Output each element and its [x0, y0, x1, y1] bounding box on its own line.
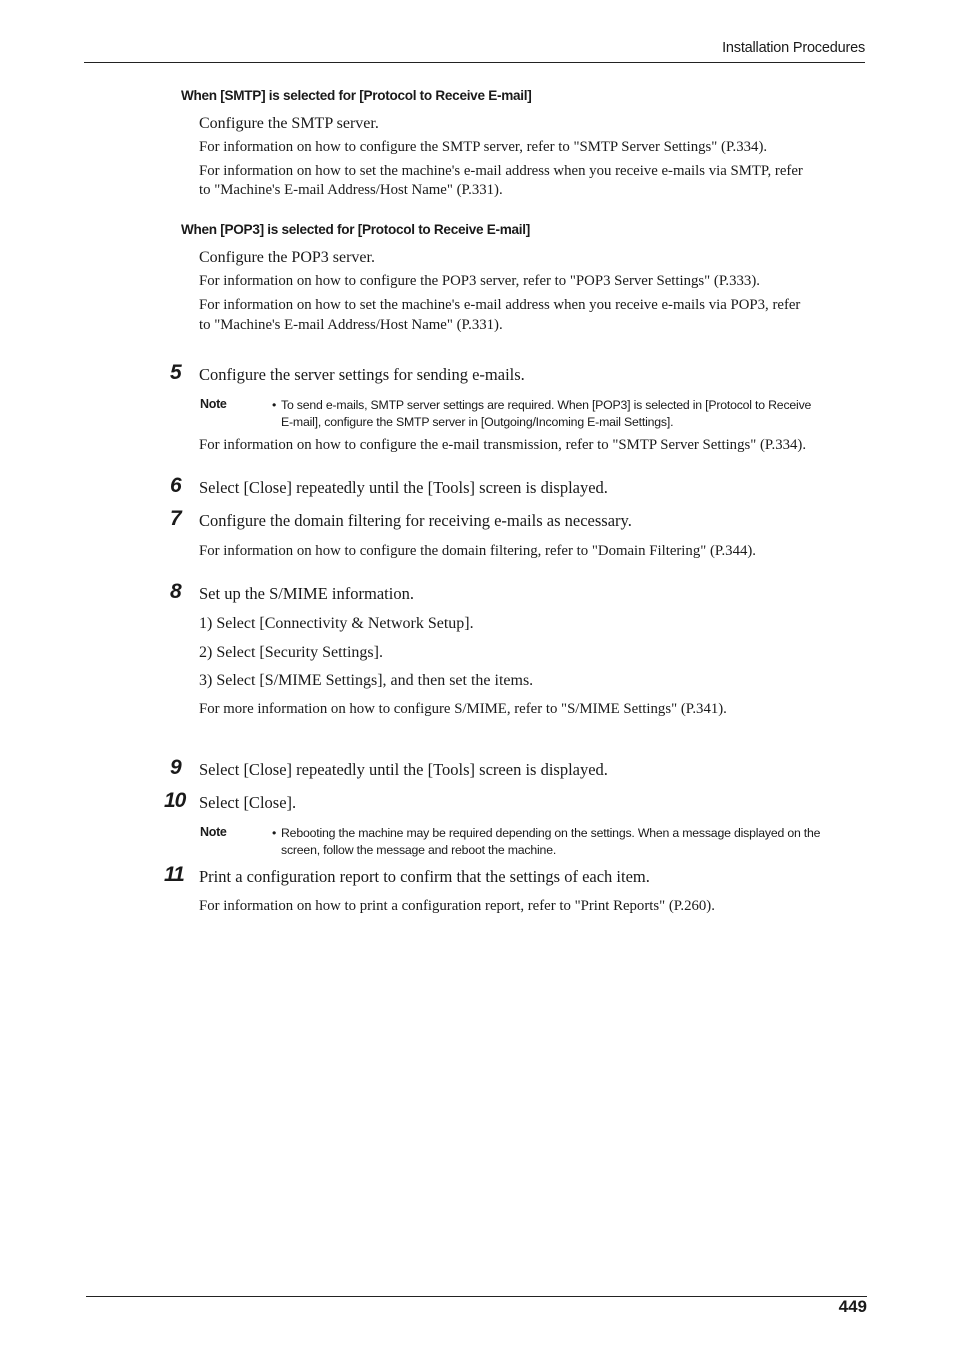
step-5-number: 5	[170, 361, 181, 384]
pop3-section-heading: When [POP3] is selected for [Protocol to Receive E-mail]	[181, 221, 530, 237]
step-8-number: 8	[170, 580, 181, 603]
pop3-info-1: For information on how to configure the POP3 server, refer to "POP3 Server Settings" (P.333).	[199, 273, 760, 289]
step-8-substep-1: 1) Select [Connectivity & Network Setup].	[199, 615, 474, 632]
pop3-info-2-line1: For information on how to set the machine's e-mail address when you receive e-mails via POP3, refer	[199, 297, 801, 313]
step-6-text: Select [Close] repeatedly until the [Tools] screen is displayed.	[199, 478, 608, 497]
step-8-substep-3: 3) Select [S/MIME Settings], and then set the items.	[199, 672, 534, 689]
step-5-note-line1: To send e-mails, SMTP server settings are required. When [POP3] is selected in [Protocol to Receive	[281, 398, 812, 412]
step-11-text: Print a configuration report to confirm that the settings of each item.	[199, 867, 650, 886]
step-10-number: 10	[164, 789, 186, 812]
step-10-note-body	[272, 825, 872, 859]
pop3-lead: Configure the POP3 server.	[199, 249, 375, 266]
step-5-note-label: Note	[200, 397, 227, 411]
smtp-lead: Configure the SMTP server.	[199, 115, 379, 132]
footer-rule	[86, 1296, 867, 1297]
step-9-text: Select [Close] repeatedly until the [Tools] screen is displayed.	[199, 760, 608, 779]
step-8-text: Set up the S/MIME information.	[199, 584, 414, 603]
page-number: 449	[838, 1297, 867, 1316]
step-7-number: 7	[170, 507, 181, 530]
step-11-info: For information on how to print a configuration report, refer to "Print Reports" (P.260).	[199, 898, 715, 914]
step-10-note-line2: screen, follow the message and reboot the machine.	[281, 843, 557, 857]
smtp-info-2-line1: For information on how to set the machine's e-mail address when you receive e-mails via SMTP, refer	[199, 163, 803, 179]
smtp-info-1: For information on how to configure the SMTP server, refer to "SMTP Server Settings" (P.334).	[199, 139, 768, 155]
bullet-icon: •	[272, 826, 277, 840]
step-7-text: Configure the domain filtering for receiving e-mails as necessary.	[199, 511, 632, 530]
step-11-number: 11	[164, 863, 184, 886]
header-rule	[84, 62, 865, 63]
smtp-info-2-line2: to "Machine's E-mail Address/Host Name" (P.331).	[199, 182, 503, 198]
step-8-info: For more information on how to configure S/MIME, refer to "S/MIME Settings" (P.341).	[199, 701, 727, 717]
step-5-text: Configure the server settings for sending e-mails.	[199, 365, 525, 384]
step-10-text: Select [Close].	[199, 793, 297, 812]
pop3-info-2-line2: to "Machine's E-mail Address/Host Name" (P.331).	[199, 317, 503, 333]
step-5-note-line2: E-mail], configure the SMTP server in [Outgoing/Incoming E-mail Settings].	[281, 415, 674, 429]
step-8-substep-2: 2) Select [Security Settings].	[199, 644, 383, 661]
running-header: Installation Procedures	[722, 40, 865, 56]
step-5-info: For information on how to configure the e-mail transmission, refer to "SMTP Server Settings" (P.334).	[199, 437, 807, 453]
step-10-note-label: Note	[200, 825, 227, 839]
step-6-number: 6	[170, 474, 181, 497]
step-10-note-line1: Rebooting the machine may be required depending on the settings. When a message displayed on the	[281, 826, 821, 840]
step-7-info: For information on how to configure the domain filtering, refer to "Domain Filtering" (P.344).	[199, 543, 756, 559]
smtp-section-heading: When [SMTP] is selected for [Protocol to Receive E-mail]	[181, 87, 532, 103]
bullet-icon: •	[272, 398, 277, 412]
step-9-number: 9	[170, 756, 181, 779]
step-5-note-body	[272, 397, 872, 431]
